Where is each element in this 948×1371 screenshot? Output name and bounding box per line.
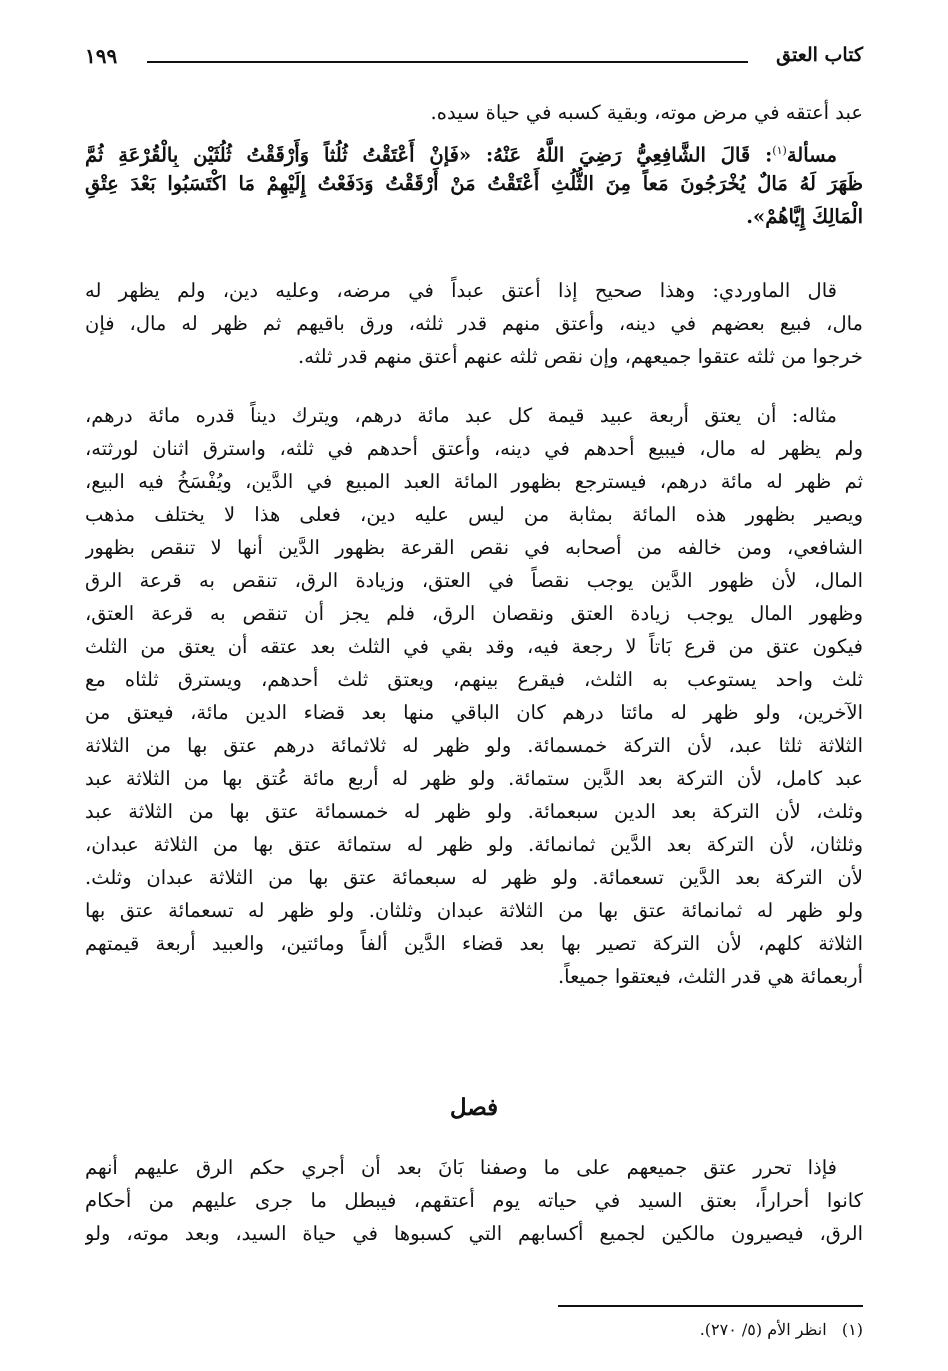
paragraph-example — [85, 399, 863, 993]
text-line: قال الماوردي: وهذا صحيح إذا أعتق عبداً في مرضه، وعليه دين، ولم يظهر له — [85, 279, 837, 302]
text-line: أربعمائة هي قدر الثلث، فيعتقوا جميعاً. — [557, 965, 863, 988]
text-line: عبد أعتقه في مرض موته، وبقية كسبه في حياة سيده. — [430, 101, 863, 124]
footnote-text: انظر الأم (٥/ ٢٧٠). — [699, 1320, 827, 1339]
text-line — [85, 134, 863, 167]
text-line: فإذا تحرر عتق جميعهم على ما وصفنا بَانَ بعد أن أجري حكم الرق عليهم أنهم — [85, 1156, 837, 1179]
footnote-ref: (١) — [772, 144, 787, 157]
masala-paragraph — [85, 134, 863, 233]
paragraph-fasl — [85, 1151, 863, 1250]
text-line: ثلث واحد يستوعب به الثلث، فيقرع بينهم، ويعتق ثلث أحدهم، ويسترق ثلثاه مع — [85, 668, 863, 691]
text-line: الآخرين، ولو ظهر له مائتا درهم كان الباقي منها بعد قضاء الدين مائة، فيعتق من — [85, 701, 863, 724]
paragraph-mawardi — [85, 274, 863, 373]
chapter-title: كتاب العتق — [776, 44, 863, 66]
text-line: الثلاثة ثلثا عبد، لأن التركة خمسمائة. ولو ظهر له ثلاثمائة درهم عتق بها من الثلاثة — [85, 734, 863, 757]
text-line: لأن التركة بعد الدَّين تسعمائة. ولو ظهر له سبعمائة عتق بها من الثلاثة عبدان وثلث. — [85, 866, 863, 889]
text-line: وثلثان، لأن التركة بعد الدَّين ثمانمائة. ولو ظهر له ستمائة عتق بها من الثلاثة عبدان، — [85, 833, 863, 856]
footnote — [700, 1320, 863, 1339]
section-heading: فصل — [449, 1094, 499, 1121]
text-line: وثلث، لأن التركة بعد الدين سبعمائة. ولو ظهر له خمسمائة عتق بها من الثلاثة عبد — [85, 800, 863, 823]
page-number: ١٩٩ — [85, 44, 118, 68]
text-line: الرق، فيصيرون مالكين لجميع أكسابهم التي كسبوها في حياة السيد، وبعد موته، ولو — [85, 1222, 863, 1245]
text-line: المال، لأن ظهور الدَّين يوجب نقصاً في العتق، وزيادة الرق، تنقص به قرعة الرق — [85, 569, 863, 592]
text-line: كانوا أحراراً، بعتق السيد في حياته يوم أعتقهم، فيبطل ما جرى عليهم من أحكام — [85, 1189, 863, 1212]
running-header — [85, 44, 863, 74]
text-line: خرجوا من ثلثه عتقوا جميعهم، وإن نقص ثلثه عنهم أعتق منهم قدر ثلثه. — [298, 345, 863, 368]
text-line: مال، فبيع بعضهم في دينه، وأعتق منهم قدر ثلثه، ورق باقيهم ثم ظهر له مال، فإن — [85, 312, 863, 335]
footnote-divider — [558, 1305, 863, 1307]
text-line: فيكون عتق من قرع بَاتاً لا رجعة فيه، وقد بقي في الثلث بعد عتقه أن يعتق من الثلث — [85, 635, 863, 658]
footnote-marker: (١) — [841, 1320, 863, 1339]
text-line: ولو ظهر له ثمانمائة عتق بها من الثلاثة عبدان وثلثان. ولو ظهر له تسعمائة عتق بها — [85, 899, 863, 922]
text-line: عبد كامل، لأن التركة بعد الدَّين ستمائة. ولو ظهر له أربع مائة عُتق بها من الثلاثة عبد — [85, 767, 863, 790]
text-line: وظهور المال يوجب زيادة العتق ونقصان الرق، فلم يجز أن تنقص به قرعة العتق، — [85, 602, 863, 625]
text-line: ظَهَرَ لَهُ مَالٌ يُخْرَجُونَ مَعاً مِنَ الثُّلُثِ أَعْتَقْتُ مَنْ أَرْقَقْتُ وَدَفَعْتُ إِلَيْهِمْ مَا اكْتَسَبُوا بَعْدَ عِتْقِ — [85, 172, 863, 195]
paragraph-continuation — [85, 96, 863, 129]
text-line: : قَالَ الشَّافِعِيُّ رَضِيَ اللَّهُ عَنْهُ: «فَإِنْ أَعْتَقْتُ ثُلُثاً وَأَرْقَقْتُ ثُلُثَيْنِ بِالْقُرْعَةِ ثُمَّ — [85, 143, 773, 167]
text-line: مثاله: أن يعتق أربعة عبيد قيمة كل عبد مائة درهم، ويترك ديناً قدره مائة درهم، — [85, 404, 837, 427]
text-line: الثلاثة كلهم، لأن التركة تصير بها بعد قضاء الدَّين ألفاً ومائتين، والعبيد أربعة قيمتهم — [85, 932, 863, 955]
text-line: الْمَالِكَ إِيَّاهُمْ». — [746, 205, 863, 228]
text-line: الشافعي، ومن خالفه من أصحابه في نقص القرعة بظهور الدَّين أنها لا تنقص بظهور — [85, 536, 863, 559]
text-line: ولم يظهر له مال، فيبيع أحدهم في دينه، وأعتق أحدهم في ثلثه، واسترق اثنان لورثته، — [85, 437, 863, 460]
text-line: ويصير بظهور هذه المائة بمثابة من ليس عليه دين، فعلى هذا لا يختلف مذهب — [85, 503, 863, 526]
masala-label: مسألة — [786, 143, 837, 167]
text-line: ثم ظهر له مائة درهم، فيسترجع بظهور المائة العبد المبيع في الدَّين، ويُفْسَخُ فيه البيع، — [85, 470, 863, 493]
header-rule — [147, 61, 748, 63]
